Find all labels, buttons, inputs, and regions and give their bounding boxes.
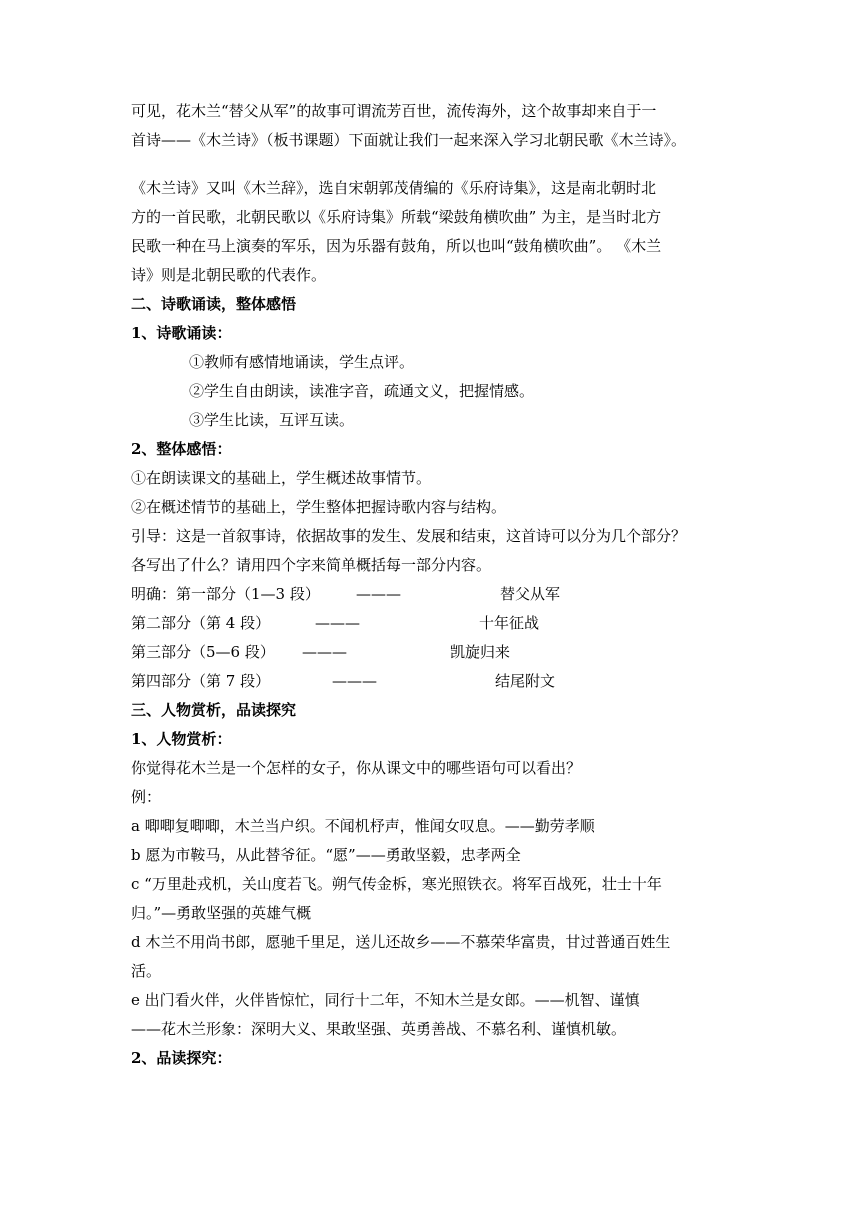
part-dash: ———: [302, 643, 347, 661]
structure-row: [131, 613, 751, 633]
recitation-heading: 1、诗歌诵读：: [131, 324, 232, 342]
part-label: 明确：第一部分（1—3 段）: [131, 585, 320, 603]
example-label: 例：: [131, 788, 162, 806]
character-question: 你觉得花木兰是一个怎样的女子，你从课文中的哪些语句可以看出？: [131, 759, 582, 777]
guide-line-2: 各写出了什么？请用四个字来简单概括每一部分内容。: [131, 556, 492, 574]
example-d-line-1: d 木兰不用尚书郎，愿驰千里足，送儿还故乡——不慕荣华富贵，甘过普通百姓生: [131, 933, 671, 951]
section-2-heading: 二、诗歌诵读，整体感悟: [131, 295, 297, 313]
exploration-heading: 2、品读探究：: [131, 1049, 232, 1067]
example-d-line-2: 活。: [131, 962, 162, 980]
part-summary: 替父从军: [500, 585, 561, 603]
part-summary: 凯旋归来: [450, 643, 511, 661]
guide-line-1: 引导：这是一首叙事诗，依据故事的发生、发展和结束，这首诗可以分为几个部分？: [131, 527, 687, 545]
intro-line-2: 首诗——《木兰诗》（板书课题）下面就让我们一起来深入学习北朝民歌《木兰诗》。: [131, 131, 687, 149]
structure-row: [131, 584, 751, 604]
overall-heading: 2、整体感悟：: [131, 440, 232, 458]
example-c-line-1: c “万里赴戎机，关山度若飞。朔气传金柝，寒光照铁衣。将军百战死，壮士十年: [131, 875, 662, 893]
example-c-line-2: 归。”—勇敢坚强的英雄气概: [131, 904, 312, 922]
intro-line-1: 可见，花木兰“替父从军”的故事可谓流芳百世，流传海外，这个故事却来自于一: [131, 102, 657, 120]
part-dash: ———: [332, 672, 377, 690]
intro-line-3: 《木兰诗》又叫《木兰辞》，选自宋朝郭茂倩编的《乐府诗集》，这是南北朝时北: [131, 179, 657, 197]
part-summary: 十年征战: [479, 614, 540, 632]
part-dash: ———: [315, 614, 360, 632]
overall-item-1: ①在朗读课文的基础上，学生概述故事情节。: [131, 469, 432, 487]
part-dash: ———: [356, 585, 401, 603]
intro-line-5: 民歌一种在马上演奏的军乐，因为乐器有鼓角，所以也叫“鼓角横吹曲”。 《木兰: [131, 237, 662, 255]
example-e: e 出门看火伴，火伴皆惊忙，同行十二年，不知木兰是女郎。——机智、谨慎: [131, 991, 640, 1009]
recitation-item-3: ③学生比读，互评互读。: [189, 411, 355, 429]
structure-row: [131, 671, 751, 691]
part-label: 第四部分（第 7 段）: [131, 672, 271, 690]
structure-row: [131, 642, 751, 662]
character-summary: ——花木兰形象：深明大义、果敢坚强、英勇善战、不慕名利、谨慎机敏。: [131, 1020, 627, 1038]
part-label: 第二部分（第 4 段）: [131, 614, 271, 632]
part-label: 第三部分（5—6 段）: [131, 643, 275, 661]
overall-item-2: ②在概述情节的基础上，学生整体把握诗歌内容与结构。: [131, 498, 507, 516]
example-b: b 愿为市鞍马，从此替爷征。“愿”——勇敢坚毅，忠孝两全: [131, 846, 521, 864]
part-summary: 结尾附文: [495, 672, 556, 690]
recitation-item-1: ①教师有感情地诵读，学生点评。: [189, 353, 415, 371]
character-heading: 1、人物赏析：: [131, 730, 232, 748]
intro-line-6: 诗》则是北朝民歌的代表作。: [131, 266, 327, 284]
intro-line-4: 方的一首民歌，北朝民歌以《乐府诗集》所载“梁鼓角横吹曲” 为主，是当时北方: [131, 208, 662, 226]
example-a: a 唧唧复唧唧，木兰当户织。不闻机杼声，惟闻女叹息。——勤劳孝顺: [131, 817, 595, 835]
recitation-item-2: ②学生自由朗读，读准字音，疏通文义，把握情感。: [189, 382, 535, 400]
section-3-heading: 三、人物赏析，品读探究: [131, 701, 297, 719]
